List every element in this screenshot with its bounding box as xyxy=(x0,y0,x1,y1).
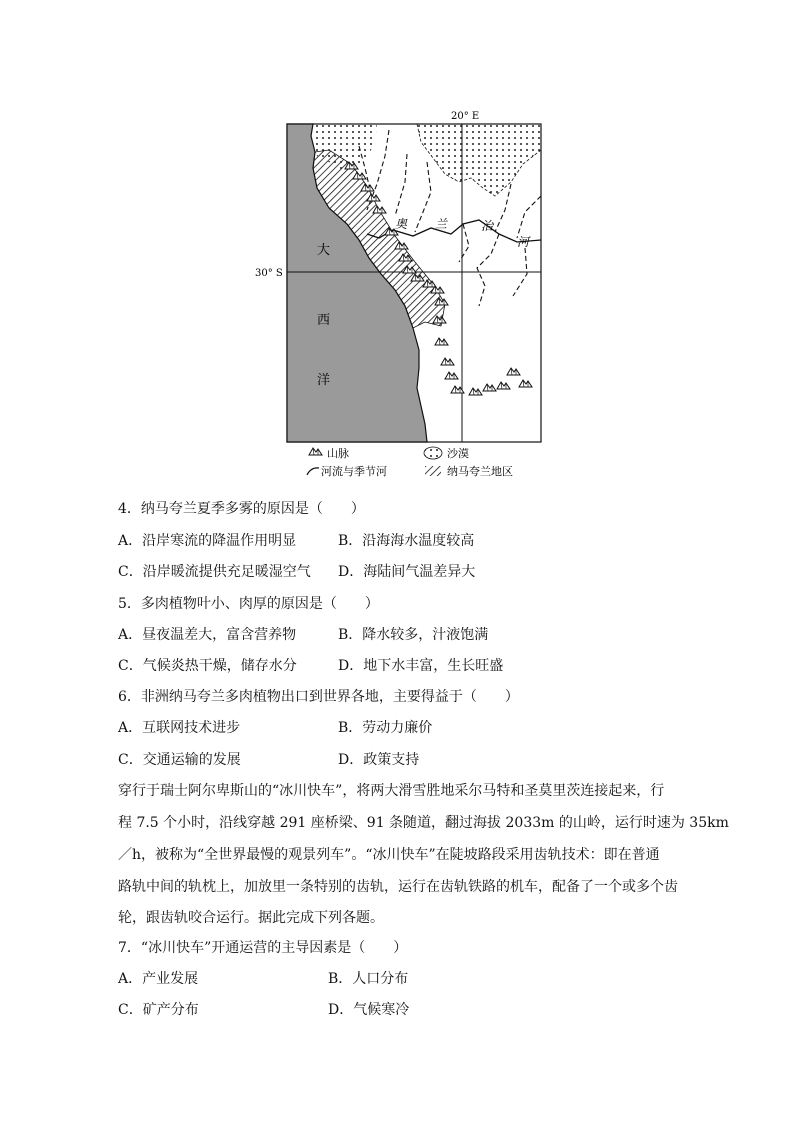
legend-mountain-icon xyxy=(309,448,322,455)
question-6-option-d[interactable]: D．政策支持 xyxy=(338,752,420,768)
question-6-option-c[interactable]: C．交通运输的发展 xyxy=(118,752,241,768)
passage-line-4: 路轨中间的轨枕上，加放里一条特别的齿轨，运行在齿轨铁路的机车，配备了一个或多个齿 xyxy=(118,879,678,895)
question-6-option-b[interactable]: B．劳动力廉价 xyxy=(338,720,433,736)
question-6-option-a[interactable]: A．互联网技术进步 xyxy=(118,720,241,736)
question-4-stem: 4．纳马夸兰夏季多雾的原因是（ ） xyxy=(118,501,365,517)
lat-label: 30° S xyxy=(255,268,283,279)
question-7-option-b[interactable]: B．人口分布 xyxy=(328,971,409,987)
legend-namaqualand-icon xyxy=(425,466,441,476)
ocean-char-2: 西 xyxy=(317,313,331,328)
question-7-stem: 7．“冰川快车”开通运营的主导因素是（ ） xyxy=(118,940,408,956)
question-7-option-c[interactable]: C．矿产分布 xyxy=(118,1002,199,1018)
river-char-4: 河 xyxy=(517,235,530,249)
question-5-option-b[interactable]: B．降水较多，汁液饱满 xyxy=(338,627,489,643)
map-legend xyxy=(307,446,513,478)
river-char-3: 治 xyxy=(481,219,494,233)
river-char-1: 奥 xyxy=(395,217,408,231)
ocean-char-1: 大 xyxy=(317,243,331,258)
question-4-option-c[interactable]: C．沿岸暖流提供充足暖湿空气 xyxy=(118,564,311,580)
river-char-2: 兰 xyxy=(435,217,448,231)
question-5-option-d[interactable]: D．地下水丰富，生长旺盛 xyxy=(338,658,504,674)
question-4-option-d[interactable]: D．海陆间气温差异大 xyxy=(338,564,476,580)
legend-river-label: 河流与季节河 xyxy=(321,465,387,478)
passage-line-5: 轮，跟齿轨咬合运行。据此完成下列各题。 xyxy=(118,910,384,926)
question-5-option-c[interactable]: C．气候炎热干燥，储存水分 xyxy=(118,658,297,674)
lon-label: 20° E xyxy=(451,111,480,122)
passage-line-2: 程 7.5 个小时，沿线穿越 291 座桥梁、91 条随道，翻过海拔 2033m 的山岭，运行时速为 35km xyxy=(118,815,729,831)
legend-desert-label: 沙漠 xyxy=(447,447,469,460)
question-4-option-a[interactable]: A．沿岸寒流的降温作用明显 xyxy=(118,533,297,549)
legend-river-icon xyxy=(307,468,319,475)
legend-namaqualand-label: 纳马夸兰地区 xyxy=(447,465,513,478)
namaqualand-map xyxy=(255,106,555,484)
passage-line-1: 穿行于瑞士阿尔卑斯山的“冰川快车”，将两大滑雪胜地采尔马特和圣莫里茨连接起来，行 xyxy=(118,783,665,799)
question-7-option-d[interactable]: D．气候寒冷 xyxy=(328,1002,410,1018)
passage-line-3: ／h，被称为“全世界最慢的观景列车”。“冰川快车”在陡坡路段采用齿轨技术：即在普通 xyxy=(118,847,660,863)
question-5-option-a[interactable]: A．昼夜温差大，富含营养物 xyxy=(118,627,297,643)
question-5-stem: 5．多肉植物叶小、肉厚的原因是（ ） xyxy=(118,596,379,612)
legend-mountain-label: 山脉 xyxy=(327,447,349,460)
ocean-char-3: 洋 xyxy=(317,373,331,388)
question-6-stem: 6．非洲纳马夸兰多肉植物出口到世界各地，主要得益于（ ） xyxy=(118,689,519,705)
legend-desert-icon xyxy=(424,447,442,459)
question-4-option-b[interactable]: B．沿海海水温度较高 xyxy=(338,533,475,549)
question-7-option-a[interactable]: A．产业发展 xyxy=(118,971,199,987)
